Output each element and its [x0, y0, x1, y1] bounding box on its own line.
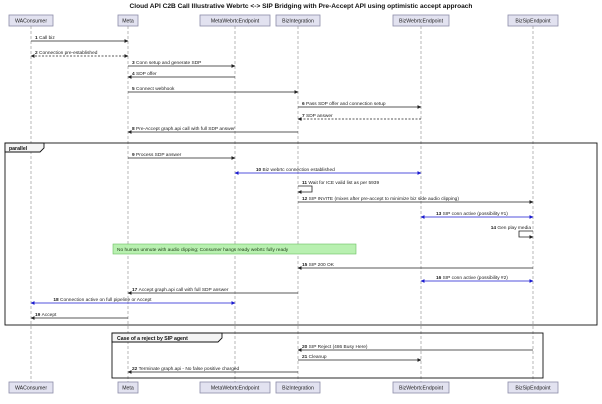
message-number: 1: [35, 36, 40, 41]
participant-label: BizSipEndpoint: [515, 18, 551, 25]
message-4: [128, 71, 235, 77]
message-label: 19 Accept: [35, 313, 57, 318]
message-number: 12: [302, 197, 309, 202]
message-label: 6 Pass SDP offer and connection setup: [302, 102, 386, 107]
message-label: 18 Connection active on full pipeline or Accept: [53, 298, 152, 303]
message-number: 15: [302, 263, 309, 268]
participant-label: BizIntegration: [282, 18, 314, 25]
message-label: 11 Wait for ICE valid list as per 5939: [302, 181, 380, 186]
message-arrow: [298, 186, 312, 192]
message-number: 8: [132, 127, 137, 132]
message-label: 8 Pre-Accept graph.api call with full SDP answer: [132, 127, 235, 132]
message-number: 17: [132, 288, 139, 293]
message-number: 10: [255, 168, 263, 173]
message-label: 17 Accept graph.api call with full SDP answer: [132, 288, 229, 293]
participant-meta-bottom: [118, 382, 138, 393]
reject-frame-title: Case of a reject by SIP agent: [117, 336, 188, 342]
participant-bse-top: [508, 15, 558, 26]
message-15: [298, 262, 533, 268]
participant-label: WAConsumer: [14, 385, 48, 392]
message-12: [298, 196, 533, 202]
message-label: 14 Gen play media: [490, 226, 531, 231]
message-number: 16: [435, 276, 443, 281]
message-label: 12 SIP INVITE (mixes after pre-accept to minimize biz side audio clipping): [302, 197, 459, 202]
participant-biz-bottom: [276, 382, 320, 393]
message-label: 21 Cleanup: [302, 355, 327, 360]
message-3: [128, 60, 235, 66]
diagram-title: Cloud API C2B Call Illustrative Webrtc <-> SIP Bridging with Pre-Accept API using optimistic accept approach: [129, 3, 473, 10]
participant-bwe-top: [393, 15, 449, 26]
participant-label: WAConsumer: [14, 18, 48, 25]
message-label: 16 SIP conn active (possibility #2): [435, 276, 508, 281]
message-number: 18: [53, 298, 60, 303]
message-arrow: [519, 231, 533, 237]
message-2: [31, 50, 128, 56]
message-number: 20: [302, 345, 309, 350]
message-label: 4 SDP offer: [132, 72, 157, 77]
message-label: 1 Call biz: [35, 36, 55, 41]
message-label: 5 Connect webhook: [132, 87, 175, 92]
participant-bse-bottom: [508, 382, 558, 393]
message-number: 3: [132, 61, 137, 66]
message-22: [128, 366, 298, 372]
parallel-frame-title: parallel: [9, 146, 28, 152]
message-8: [128, 126, 298, 132]
participant-label: BizWebrtcEndpoint: [398, 18, 444, 25]
participant-label: BizSipEndpoint: [515, 385, 551, 392]
message-label: 20 SIP Reject (486 Busy Here): [302, 345, 368, 350]
participant-label: Meta: [122, 385, 134, 392]
participant-mwe-bottom: [200, 382, 270, 393]
participant-label: MetaWebrtcEndpoint: [210, 385, 260, 392]
message-21: [298, 354, 421, 360]
participant-wa-top: [9, 15, 53, 26]
participant-wa-bottom: [9, 382, 53, 393]
participant-biz-top: [276, 15, 320, 26]
message-5: [128, 86, 298, 92]
message-number: 11: [302, 181, 309, 186]
participant-mwe-top: [200, 15, 270, 26]
lifelines: [31, 26, 533, 382]
participant-label: BizIntegration: [282, 385, 314, 392]
message-number: 4: [132, 72, 137, 77]
message-number: 13: [435, 212, 443, 217]
message-label: 22 Terminate graph.api - No false positive charged: [132, 367, 240, 372]
green-note: [113, 244, 356, 254]
message-19: [31, 312, 128, 318]
message-20: [298, 344, 533, 350]
message-number: 14: [490, 226, 498, 231]
participant-label: MetaWebrtcEndpoint: [210, 18, 260, 25]
participants-top: [9, 15, 558, 26]
message-9: [128, 152, 235, 158]
participant-label: Meta: [122, 18, 134, 25]
message-7: [298, 113, 421, 119]
message-number: 6: [302, 102, 307, 107]
participant-meta-top: [118, 15, 138, 26]
message-number: 22: [132, 367, 139, 372]
messages: [31, 35, 533, 372]
message-label: 2 Connection pre-established: [35, 51, 98, 56]
message-14: [491, 225, 533, 237]
message-13: [421, 211, 533, 217]
message-label: 15 SIP 200 OK: [302, 263, 334, 268]
message-number: 7: [302, 114, 307, 119]
message-16: [421, 275, 533, 281]
message-label: 10 Biz webrtc connection established: [255, 168, 335, 173]
participant-label: BizWebrtcEndpoint: [398, 385, 444, 392]
message-number: 19: [35, 313, 42, 318]
message-1: [31, 35, 128, 41]
message-18: [31, 297, 235, 303]
message-label: 3 Conn setup and generate SDP: [132, 61, 202, 66]
message-label: 7 SDP answer: [302, 114, 333, 119]
message-label: 9 Process SDP answer: [132, 153, 182, 158]
message-10: [235, 167, 421, 173]
message-number: 2: [35, 51, 40, 56]
participant-bwe-bottom: [393, 382, 449, 393]
message-label: 13 SIP conn active (possibility #1): [435, 212, 508, 217]
message-6: [298, 101, 421, 107]
message-17: [128, 287, 298, 293]
note-text: No human unmute with audio clipping; Consumer hangs ready webrtc fully ready: [117, 248, 289, 253]
message-number: 5: [132, 87, 137, 92]
participants-bottom: [9, 382, 558, 393]
message-number: 21: [302, 355, 309, 360]
message-number: 9: [132, 153, 137, 158]
message-11: [298, 180, 379, 192]
